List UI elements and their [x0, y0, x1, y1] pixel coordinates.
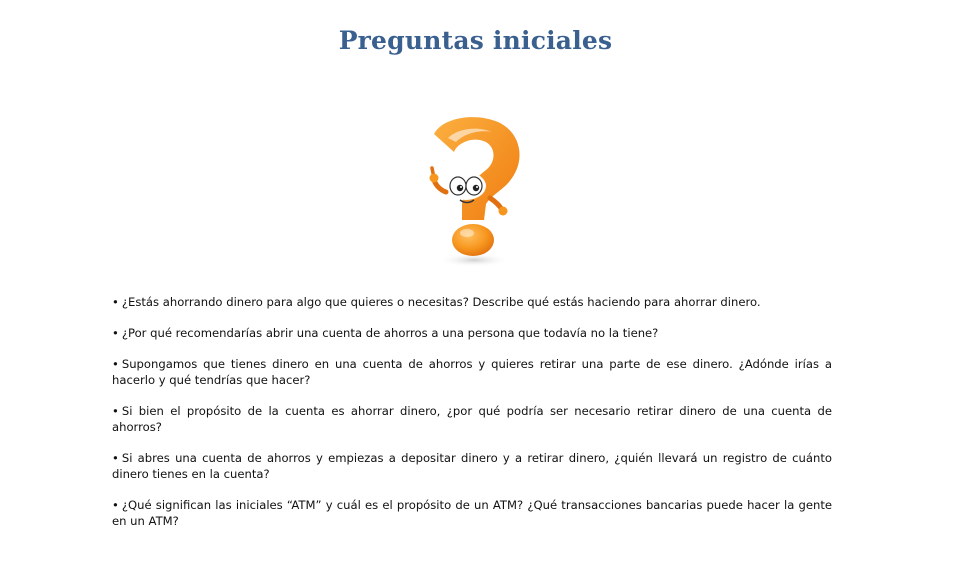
- bullet: •: [112, 404, 119, 418]
- page-title: Preguntas iniciales: [338, 26, 613, 55]
- list-item: [112, 450, 832, 482]
- question-text: Supongamos que tienes dinero en una cuenta de ahorros y quieres retirar una parte de ese dinero. ¿Adónde irías a hacerlo y qué tendrías que hacer?: [112, 357, 832, 387]
- questions-list: [112, 294, 832, 544]
- bullet: •: [112, 451, 119, 465]
- question-mark-character-icon: [412, 112, 532, 270]
- bullet: •: [112, 326, 119, 340]
- question-text: Si bien el propósito de la cuenta es ahorrar dinero, ¿por qué podría ser necesario retirar dinero de una cuenta de ahorros?: [112, 404, 832, 434]
- list-item: [112, 356, 832, 388]
- question-text: ¿Estás ahorrando dinero para algo que quieres o necesitas? Describe qué estás haciendo para ahorrar dinero.: [121, 295, 761, 309]
- question-text: Si abres una cuenta de ahorros y empiezas a depositar dinero y a retirar dinero, ¿quién llevará un registro de cuánto dinero tienes en la cuenta?: [112, 451, 832, 481]
- bullet: •: [112, 295, 119, 309]
- list-item: [112, 403, 832, 435]
- question-text: ¿Por qué recomendarías abrir una cuenta de ahorros a una persona que todavía no la tiene?: [121, 326, 659, 340]
- question-text: ¿Qué significan las iniciales “ATM” y cuál es el propósito de un ATM? ¿Qué transacciones bancarias puede hacer la gente en un ATM?: [112, 498, 832, 528]
- bullet: •: [112, 498, 119, 512]
- list-item: [112, 294, 832, 310]
- list-item: [112, 325, 832, 341]
- bullet: •: [112, 357, 119, 371]
- list-item: [112, 497, 832, 529]
